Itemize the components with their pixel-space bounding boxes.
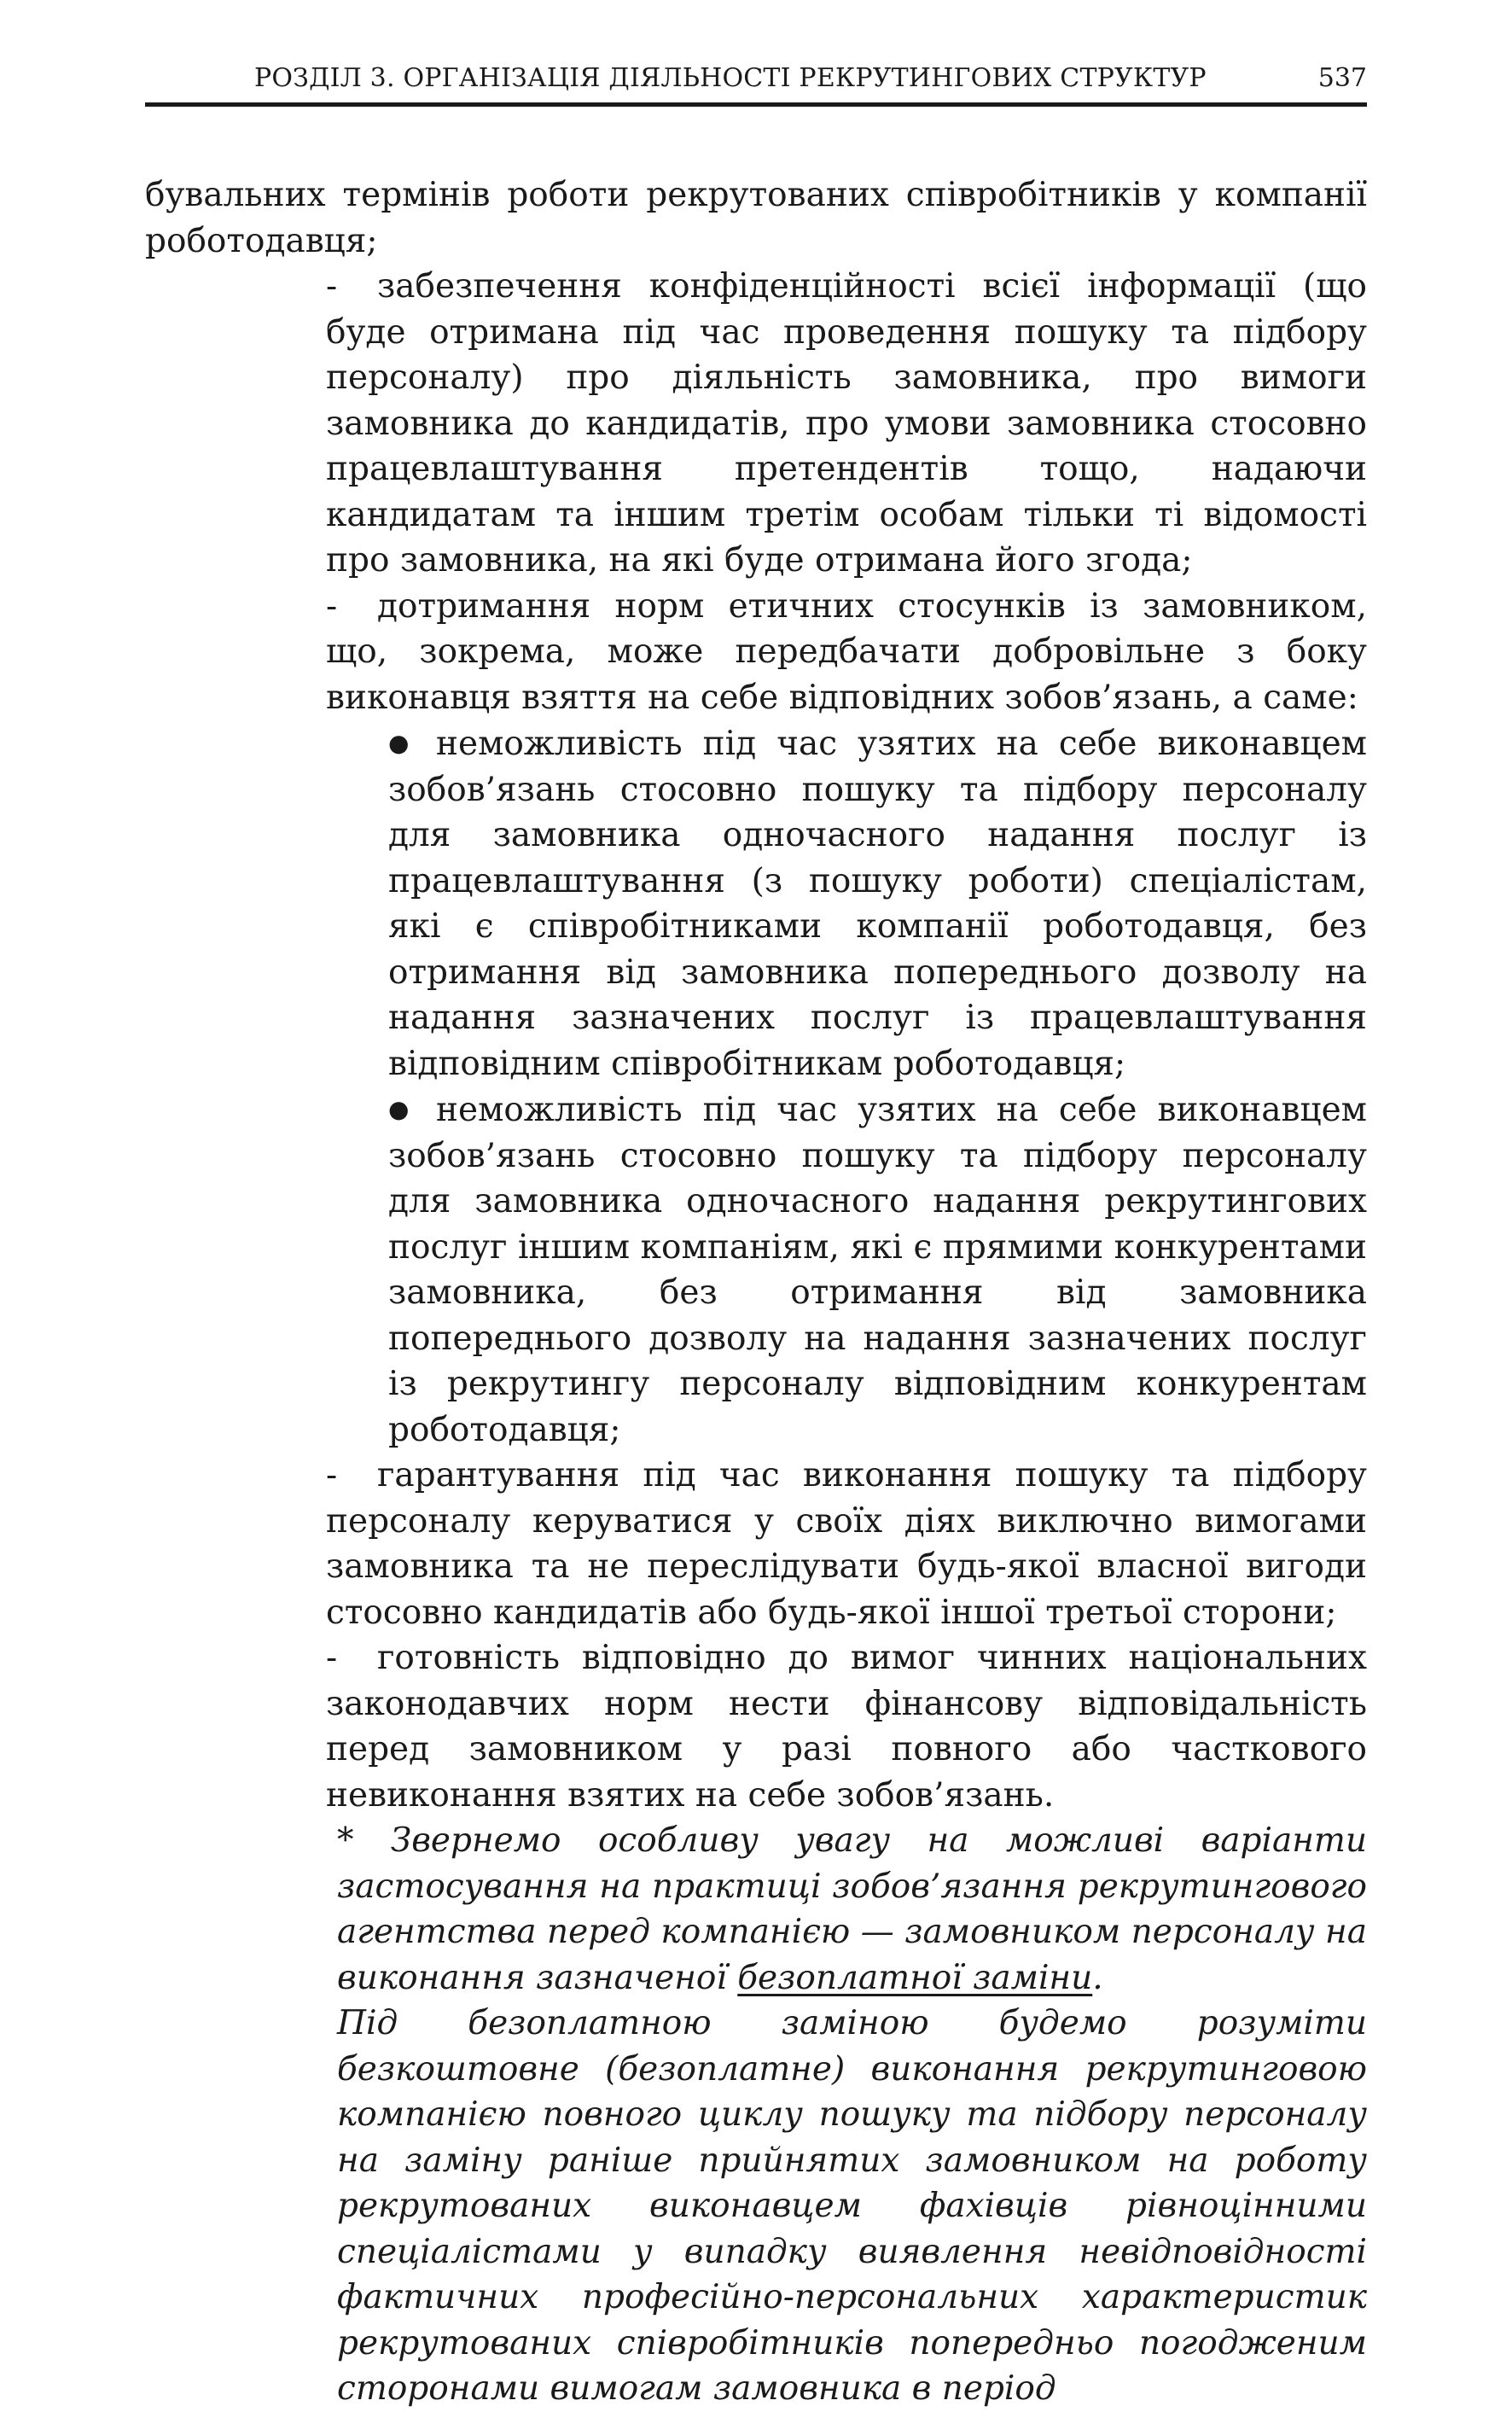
bullet-icon: ● <box>388 1095 410 1123</box>
sub-list-item-text: неможливість під час узятих на себе виконавцем зобов’язань стосовно пошуку та підбору персоналу для замовника одночасного надання рекрутингових послуг іншим компаніям, які є прямими конкурентами замовника, без отримання від замовника попереднього дозволу на надання зазначених послуг із рекрутингу персоналу відповідним конкурентам роботодавця; <box>388 1091 1367 1449</box>
sub-list-item-text: неможливість під час узятих на себе виконавцем зобов’язань стосовно пошуку та підбору персоналу для замовника одночасного надання послуг із працевлаштування (з пошуку роботи) спеціалістам, які є співробітниками компанії роботодавця, без отримання від замовника попереднього дозволу на надання зазначених послуг із працевлаштування відповідним співробітникам роботодавця; <box>388 725 1367 1083</box>
list-item-text: дотримання норм етичних стосунків із замовником, що, зокрема, може передбачати добровільне з боку виконавця взяття на себе відповідних зобов’язань, а саме: <box>326 586 1367 717</box>
dash-marker: - <box>326 1456 338 1494</box>
list-item-text: гарантування під час виконання пошуку та підбору персоналу керуватися у своїх діях виключно вимогами замовника та не переслідувати будь-якої власної вигоди стосовно кандидатів або будь-якої іншої третьої сторони; <box>326 1456 1367 1632</box>
list-item <box>145 584 1367 721</box>
list-item-text: готовність відповідно до вимог чинних національних законодавчих норм нести фінансову відповідальність перед замовником у разі повного або часткового невиконання взятих на себе зобов’язань. <box>326 1639 1367 1815</box>
note-text: * Звернемо особливу увагу на можливі варіанти застосування на практиці зобов’язання рекрутингового агентства перед компанією — замовником персоналу на виконання зазначеної <box>337 1821 1367 1997</box>
paragraph-continuation: бувальних термінів роботи рекрутованих співробітників у компанії роботодавця; <box>145 176 1367 260</box>
dash-marker: - <box>326 267 338 306</box>
list-item <box>145 264 1367 584</box>
note-underlined-term: безоплатної заміни <box>737 1958 1093 1997</box>
note-end: . <box>1092 1958 1103 1997</box>
page-number: 537 <box>1317 63 1367 93</box>
body-text <box>145 172 1367 2412</box>
chapter-title: РОЗДІЛ 3. ОРГАНІЗАЦІЯ ДІЯЛЬНОСТІ РЕКРУТИНГОВИХ СТРУКТУР <box>254 63 1207 93</box>
sub-list-item <box>145 720 1367 1087</box>
dash-marker: - <box>326 1639 338 1677</box>
dash-marker: - <box>326 586 338 626</box>
list-item <box>145 1453 1367 1635</box>
page-header <box>145 60 1367 107</box>
bullet-icon: ● <box>388 729 410 757</box>
note-paragraph <box>145 1818 1367 2001</box>
sub-list-item <box>145 1087 1367 1453</box>
definition-paragraph: Під безоплатною заміною будемо розуміти безкоштовне (безоплатне) виконання рекрутинговою компанією повного циклу пошуку та підбору персоналу на заміну раніше прийнятих замовником на роботу рекрутованих виконавцем фахівців рівноцінними спеціалістами у випадку виявлення невідповідності фактичних професійно-персональних характеристик рекрутованих співробітників попередньо погодженим сторонами вимогам замовника в період <box>337 2004 1367 2408</box>
list-item <box>145 1635 1367 1818</box>
list-item-text: забезпечення конфіденційності всієї інформації (що буде отримана під час проведення пошуку та підбору персоналу) про діяльність замовника, про вимоги замовника до кандидатів, про умови замовника стосовно працевлаштування претендентів тощо, надаючи кандидатам та іншим третім особам тільки ті відомості про замовника, на які буде отримана його згода; <box>326 267 1367 580</box>
